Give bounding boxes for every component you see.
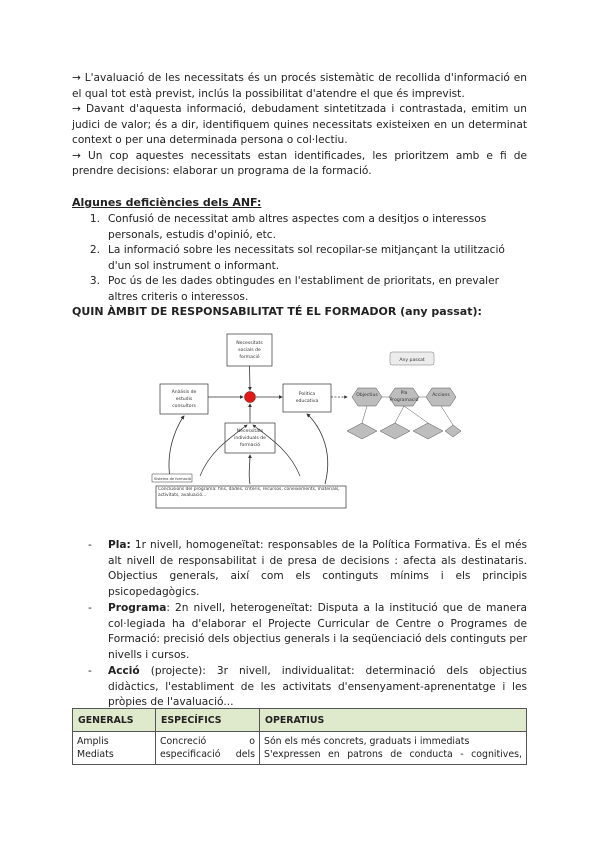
diamond-3 (413, 423, 443, 439)
list-item: 3. Poc ús de les dades obtingudes en l'establiment de prioritats, en prevaler altres criteris o interessos. (89, 275, 500, 303)
table-header-row (73, 709, 527, 732)
list-item: - Acció (projecte): 3r nivell, individualitat: determinació dels objectius didàctics, l'establiment de les activitats d'ensenyament-aprenentatge i les pròpies de l'avaluació... (88, 665, 527, 708)
responsibility-levels-list (88, 538, 527, 712)
deficiencies-list (72, 212, 527, 305)
hex-label-accions: Accions (432, 393, 450, 398)
table-row (73, 732, 527, 765)
deficiencies-heading: Algunes deficiències dels ANF: (72, 196, 262, 209)
individual-needs-line-2: individuals de (234, 436, 266, 441)
studies-line-1: Anàlisis de (171, 390, 197, 395)
cell-operatius: Són els més concrets, graduats i immediats S'expressen en patrons de conducta - cognitives, (260, 732, 527, 765)
hex-label-pla: Pla (400, 391, 408, 396)
intro-paragraph-2: → Davant d'aquesta informació, debudament sintetitzada i contrastada, emitim un judici de valor; és a dir, identifiquem quines necessitats existeixen en un determinat context o per una determinada persona o col·lectiu. (72, 103, 527, 146)
policy-line-1: Política (298, 392, 316, 397)
studies-line-3: consultors (172, 404, 196, 409)
cell-generals: Amplis Mediats (73, 732, 156, 765)
list-item: - Pla: 1r nivell, homogeneïtat: responsables de la Política Formativa. És el més alt nivell de responsabilitat i de presa de decisions : afecta als destinataris. Objectius generals, així com els continguts mínims i els principis psicopedagògics. (88, 539, 527, 598)
list-item: 2. La informació sobre les necessitats sol recopilar-se mitjançant la utilització d'un sol instrument o informant. (89, 244, 505, 272)
responsibility-heading: QUIN ÀMBIT DE RESPONSABILITAT TÉ EL FORMADOR (any passat): (72, 305, 482, 318)
education-policy-box (283, 384, 331, 412)
studies-line-2: estudis (175, 397, 193, 402)
list-item: - Programa: 2n nivell, heterogeneïtat: Disputa a la institució que de manera col·legiada ha d'elaborar el Projecte Curricular de Centre o Programes de Formació: precisió dels objectius generals i la seqüenciació dels continguts per nivells i cursos. (88, 602, 527, 661)
hex-label-programacio: Programació (389, 398, 419, 403)
center-node-icon (245, 392, 256, 403)
intro-paragraph-1: → L'avaluació de les necessitats és un procés sistemàtic de recollida d'informació en el qual tot està previst, inclús la possibilitat d'atendre el que és imprevist. (72, 72, 527, 100)
diamond-4 (445, 425, 461, 437)
header-especifics: ESPECÍFICS (156, 709, 260, 732)
hexagon-row (352, 388, 456, 406)
header-operatius: OPERATIUS (260, 709, 527, 732)
legend-small-text: Sistema de formació (154, 477, 192, 481)
social-needs-line-3: formació (239, 355, 260, 360)
level-programa-name: Programa (108, 602, 167, 614)
individual-needs-line-3: formació (239, 443, 261, 448)
conclusions-text: Conclusions del programa: fins, dades, criteris, recursos, coneixements, materials, activitats, avaluació... (158, 487, 340, 498)
training-flow-diagram (140, 326, 470, 516)
diamond-row (347, 406, 461, 439)
intro-paragraph-3: → Un cop aquestes necessitats estan identificades, les prioritzem amb e fi de prendre decisions: elaborar un programa de la formació. (72, 149, 527, 177)
diamond-2 (380, 423, 410, 439)
objectives-table (72, 708, 527, 765)
header-generals: GENERALS (73, 709, 156, 732)
any-passat-label: Any passat (399, 358, 425, 363)
cell-especifics: Concreció o especificació dels (156, 732, 260, 765)
level-accio-name: Acció (108, 665, 140, 677)
policy-line-2: educativa (295, 399, 319, 404)
social-needs-line-1: Necessitats (236, 341, 263, 346)
diamond-1 (347, 423, 377, 439)
hex-label-objectius: Objectius (356, 393, 378, 398)
social-needs-line-2: socials de (238, 348, 261, 353)
individual-needs-line-1: Necessitats (236, 429, 264, 434)
intro-paragraphs (72, 71, 527, 180)
list-item: 1. Confusió de necessitat amb altres aspectes com a desitjos o interessos personals, estudis d'opinió, etc. (89, 213, 487, 241)
level-pla-name: Pla: (108, 539, 131, 551)
